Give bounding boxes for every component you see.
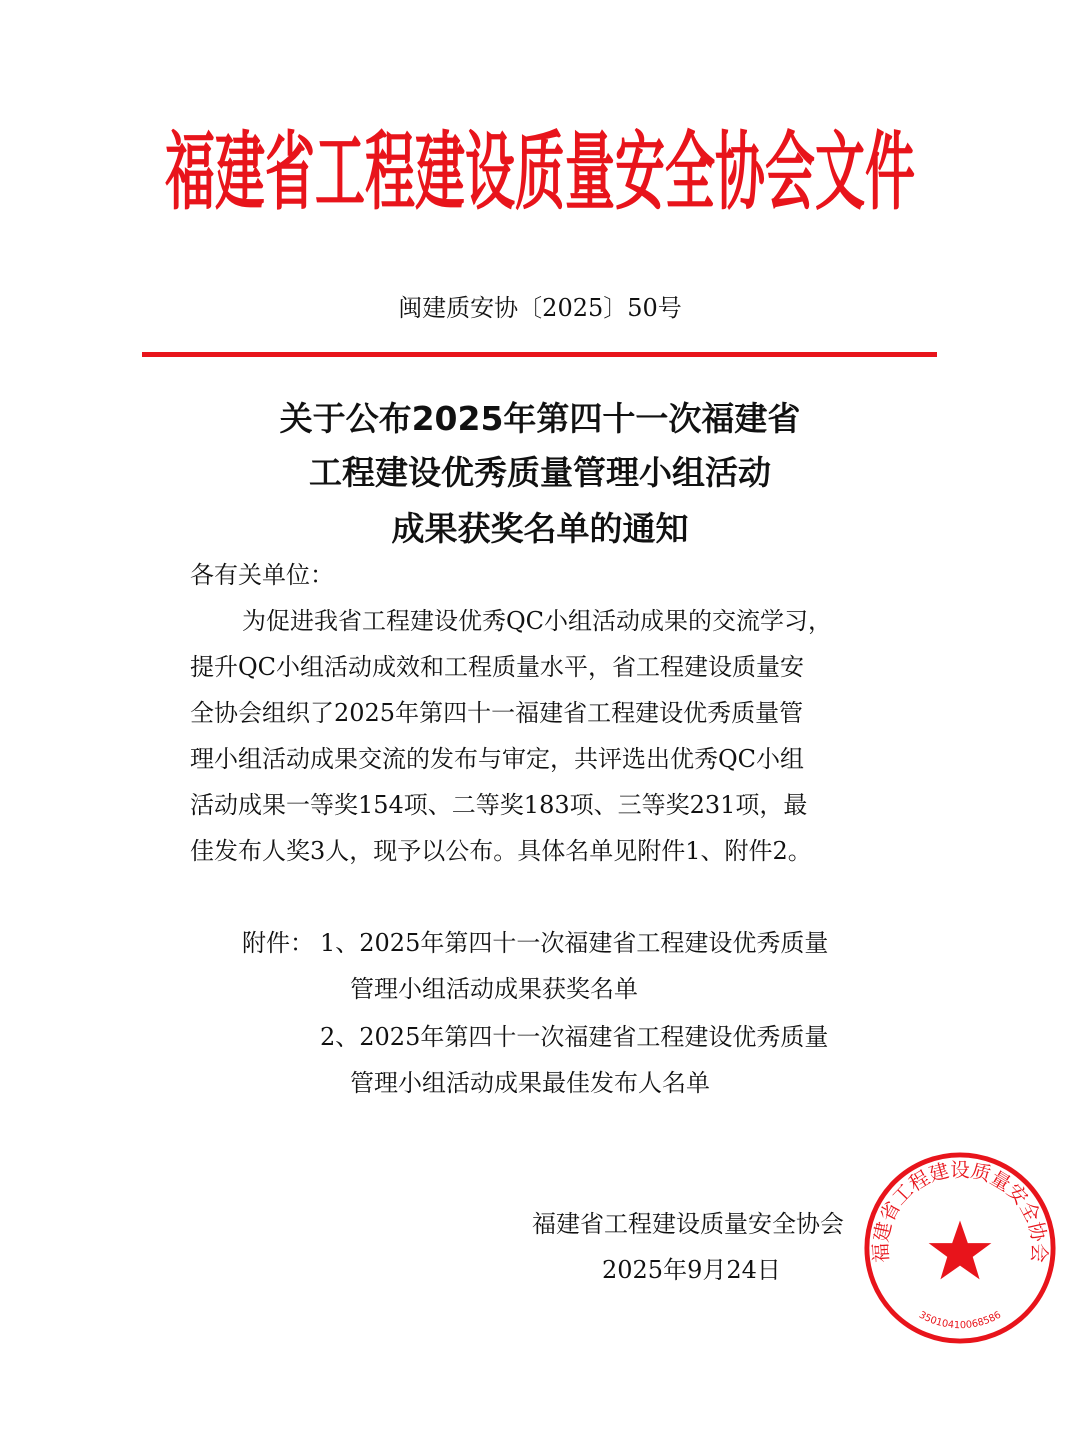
- notice-title-line-1: 关于公布2025年第四十一次福建省: [279, 399, 801, 438]
- attachment-2-line-1: 2、2025年第四十一次福建省工程建设优秀质量: [320, 1023, 829, 1051]
- attachment-2-line-2: 管理小组活动成果最佳发布人名单: [350, 1069, 710, 1097]
- document-number: 闽建质安协〔2025〕50号: [398, 294, 682, 322]
- body-line: 理小组活动成果交流的发布与审定，共评选出优秀QC小组: [190, 745, 805, 773]
- body-line: 提升QC小组活动成效和工程质量水平，省工程建设质量安: [190, 653, 805, 681]
- red-divider: [142, 352, 937, 357]
- notice-title-line-2: 工程建设优秀质量管理小组活动: [309, 453, 771, 492]
- masthead-title: 福建省工程建设质量安全协会文件: [165, 121, 915, 222]
- body-line: 佳发布人奖3人，现予以公布。具体名单见附件1、附件2。: [190, 837, 812, 865]
- seal-text: 福建省工程建设质量安全协会: [869, 1158, 1051, 1264]
- seal-star-icon: [929, 1221, 992, 1280]
- body-line: 全协会组织了2025年第四十一福建省工程建设优秀质量管: [190, 699, 804, 727]
- notice-title-line-3: 成果获奖名单的通知: [391, 509, 689, 548]
- attachments-label: 附件：: [242, 929, 314, 957]
- salutation: 各有关单位：: [190, 561, 334, 589]
- signature-date: 2025年9月24日: [602, 1256, 781, 1284]
- official-seal: [862, 1150, 1058, 1346]
- signature-organization: 福建省工程建设质量安全协会: [532, 1210, 844, 1238]
- attachment-1-line-1: 1、2025年第四十一次福建省工程建设优秀质量: [320, 929, 829, 957]
- attachment-1-line-2: 管理小组活动成果获奖名单: [350, 975, 638, 1003]
- body-line: 为促进我省工程建设优秀QC小组活动成果的交流学习，: [242, 607, 833, 635]
- seal-code: 35010410068586: [916, 1309, 1004, 1332]
- body-line: 活动成果一等奖154项、二等奖183项、三等奖231项，最: [190, 791, 808, 819]
